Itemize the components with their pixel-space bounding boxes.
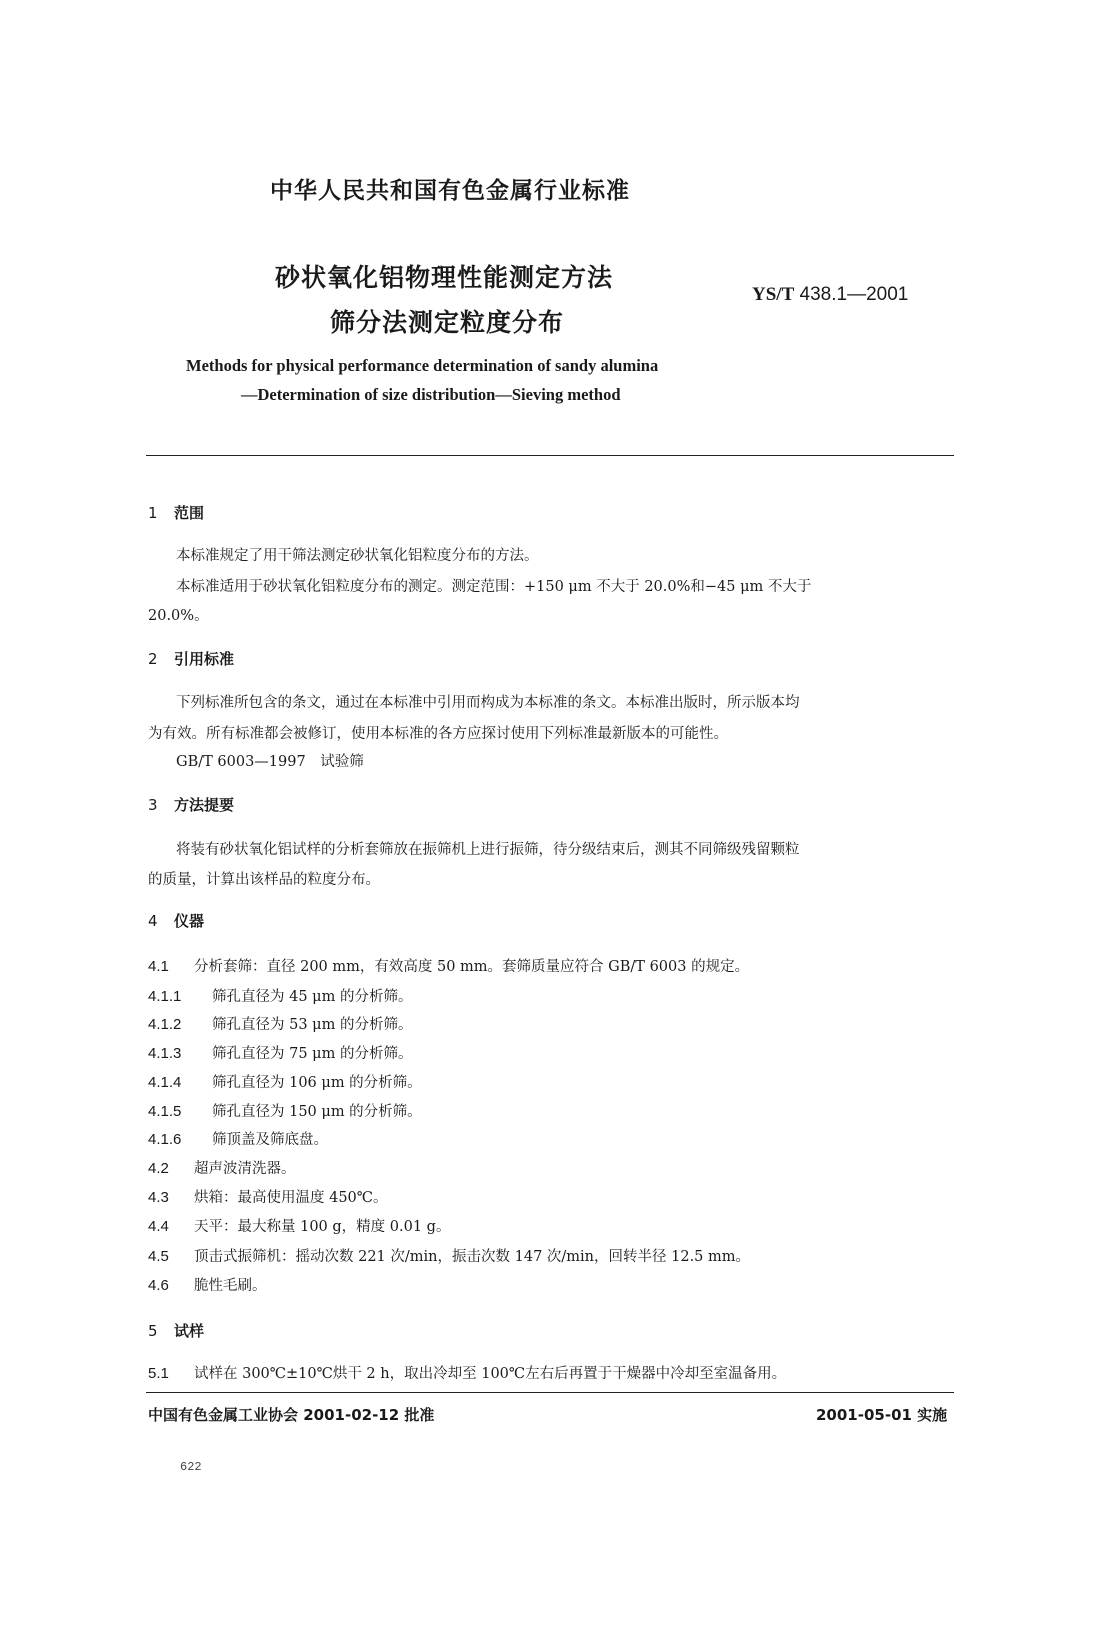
- references-paragraph-cont: 为有效。所有标准都会被修订，使用本标准的各方应探讨使用下列标准最新版本的可能性。: [148, 726, 728, 742]
- list-item: 5.1 试样在 300℃±10℃烘干 2 h，取出冷却至 100℃左右后再置于干燥器中冷却至室温备用。: [148, 1365, 787, 1382]
- effective-date: 2001-05-01 实施: [816, 1406, 948, 1424]
- referenced-standard: GB/T 6003—1997 试验筛: [176, 754, 364, 770]
- section-heading-sample: 5 试样: [148, 1322, 205, 1340]
- method-summary-paragraph-cont: 的质量，计算出该样品的粒度分布。: [148, 872, 380, 888]
- list-item: 4.2 超声波清洗器。: [148, 1160, 296, 1177]
- list-item: 4.1.3 筛孔直径为 75 μm 的分析筛。: [148, 1045, 413, 1062]
- list-item: 4.1.2 筛孔直径为 53 μm 的分析筛。: [148, 1016, 413, 1033]
- issuing-organization: 中华人民共和国有色金属行业标准: [270, 178, 630, 204]
- english-title-line-1: Methods for physical performance determination of sandy alumina: [186, 356, 659, 375]
- approval-line: 中国有色金属工业协会 2001-02-12 批准: [148, 1406, 435, 1424]
- page-number: 622: [180, 1460, 202, 1474]
- scope-paragraph-1: 本标准规定了用干筛法测定砂状氧化铝粒度分布的方法。: [176, 548, 539, 564]
- english-title-line-2: —Determination of size distribution—Sieving method: [241, 385, 621, 404]
- header-divider: [146, 455, 954, 456]
- standard-code: 438.1—2001: [794, 284, 909, 305]
- list-item: 4.1.1 筛孔直径为 45 μm 的分析筛。: [148, 988, 413, 1005]
- method-summary-paragraph: 将装有砂状氧化铝试样的分析套筛放在振筛机上进行振筛，待分级结束后，测其不同筛级残留颗粒: [176, 842, 800, 858]
- footer-divider: [146, 1392, 954, 1393]
- section-heading-references: 2 引用标准: [148, 650, 235, 668]
- list-item: 4.5 顶击式振筛机：摇动次数 221 次/min，振击次数 147 次/min，回转半径 12.5 mm。: [148, 1248, 751, 1265]
- scope-paragraph-2-cont: 20.0%。: [148, 608, 209, 624]
- section-heading-apparatus: 4 仪器: [148, 912, 205, 930]
- list-item: 4.6 脆性毛刷。: [148, 1277, 267, 1294]
- title-line-1: 砂状氧化铝物理性能测定方法: [275, 263, 614, 292]
- standard-prefix: YS/T: [752, 284, 795, 305]
- standard-number: [752, 284, 908, 306]
- list-item: 4.3 烘箱：最高使用温度 450℃。: [148, 1189, 388, 1206]
- scope-paragraph-2: 本标准适用于砂状氧化铝粒度分布的测定。测定范围：+150 μm 不大于 20.0%和−45 μm 不大于: [176, 579, 812, 595]
- references-paragraph: 下列标准所包含的条文，通过在本标准中引用而构成为本标准的条文。本标准出版时，所示版本均: [176, 695, 800, 711]
- list-item: 4.1.6 筛顶盖及筛底盘。: [148, 1131, 328, 1148]
- list-item: 4.1 分析套筛：直径 200 mm，有效高度 50 mm。套筛质量应符合 GB/T 6003 的规定。: [148, 958, 750, 975]
- section-heading-method-summary: 3 方法提要: [148, 796, 235, 814]
- list-item: 4.1.4 筛孔直径为 106 μm 的分析筛。: [148, 1074, 422, 1091]
- section-heading-scope: 1 范围: [148, 504, 205, 522]
- list-item: 4.4 天平：最大称量 100 g，精度 0.01 g。: [148, 1218, 451, 1235]
- title-line-2: 筛分法测定粒度分布: [330, 308, 565, 337]
- list-item: 4.1.5 筛孔直径为 150 μm 的分析筛。: [148, 1103, 422, 1120]
